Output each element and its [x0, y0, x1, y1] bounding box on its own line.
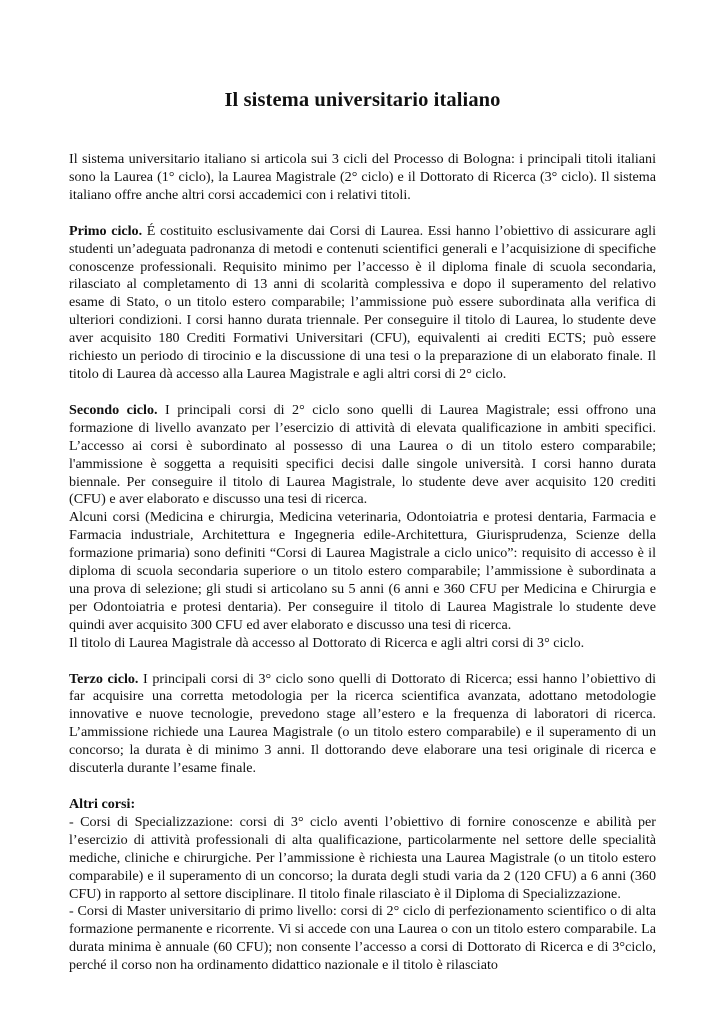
- terzo-ciclo-text: I principali corsi di 3° ciclo sono quelli di Dottorato di Ricerca; essi hanno l’obiettivo di far acquisire una corretta metodologia per la ricerca scientifica avanzata, adottano metodologie innovative e nuove tecnologie, prevedono stage all’estero e la frequenza di laboratori di ricerca. L’ammissione richiede una Laurea Magistrale (o un titolo estero comparabile) e il superamento di un concorso; la durata è di minimo 3 anni. Il dottorando deve elaborare una tesi originale di ricerca e discuterla durante l’esame finale.: [69, 670, 656, 777]
- intro-paragraph: Il sistema universitario italiano si articola sui 3 cicli del Processo di Bologna: i principali titoli italiani sono la Laurea (1° ciclo), la Laurea Magistrale (2° ciclo) e il Dottorato di Ricerca (3° ciclo). Il sistema italiano offre anche altri corsi accademici con i relativi titoli.: [69, 151, 656, 203]
- secondo-ciclo-heading: Secondo ciclo.: [69, 401, 158, 418]
- primo-ciclo-text: É costituito esclusivamente dai Corsi di Laurea. Essi hanno l’obiettivo di assicurare agli studenti un’adeguata padronanza di metodi e contenuti scientifici generali e l’acquisizione di specifiche conoscenze professionali. Requisito minimo per l’accesso è il diploma finale di scuola secondaria, rilasciato al completamento di 13 anni di scolarità complessiva e dopo il superamento del relativo esame di Stato, o un titolo estero comparabile; l’ammissione può essere subordinata alla verifica di ulteriori condizioni. I corsi hanno durata triennale. Per conseguire il titolo di Laurea, lo studente deve aver acquisito 180 Crediti Formativi Universitari (CFU), equivalenti ai crediti ECTS; può essere richiesto un periodo di tirocinio e la discussione di una tesi o la preparazione di un elaborato finale. Il titolo di Laurea dà accesso alla Laurea Magistrale e agli altri corsi di 2° ciclo.: [69, 222, 656, 382]
- terzo-ciclo-paragraph: [69, 671, 656, 778]
- terzo-ciclo-heading: Terzo ciclo.: [69, 670, 139, 687]
- document-page: [69, 86, 656, 975]
- primo-ciclo-paragraph: [69, 223, 656, 384]
- page-title: Il sistema universitario italiano: [224, 89, 501, 111]
- altri-corsi-paragraph: [69, 796, 656, 975]
- primo-ciclo-heading: Primo ciclo.: [69, 222, 143, 239]
- altri-corsi-heading: Altri corsi:: [69, 796, 136, 812]
- secondo-ciclo-unico-paragraph: Alcuni corsi (Medicina e chirurgia, Medicina veterinaria, Odontoiatria e protesi dentaria, Farmacia e Farmacia industriale, Architettura e Ingegneria edile-Architettura, Giurisprudenza, Scienze della formazione primaria) sono definiti “Corsi di Laurea Magistrale a ciclo unico”: requisito di accesso è il diploma di scuola secondaria superiore o un titolo estero comparabile; l’ammissione è subordinata a una prova di selezione; gli studi si articolano su 5 anni (6 anni e 360 CFU per Medicina e Chirurgia e per Odontoiatria e protesi dentaria). Per conseguire il titolo di Laurea Magistrale lo studente deve quindi aver acquisito 300 CFU ed aver elaborato e discusso una tesi di ricerca.: [69, 509, 656, 633]
- specializzazione-item: - Corsi di Specializzazione: corsi di 3° ciclo aventi l’obiettivo di fornire conoscenze e abilità per l’esercizio di attività professionali di alta qualificazione, particolarmente nel settore delle specialità mediche, cliniche e chirurgiche. Per l’ammissione è richiesta una Laurea Magistrale (o un titolo estero comparabile) e il superamento di un concorso; la durata degli studi varia da 2 (120 CFU) a 6 anni (360 CFU) in rapporto al settore disciplinare. Il titolo finale rilasciato è il Diploma di Specializzazione.: [69, 813, 656, 902]
- master-item: - Corsi di Master universitario di primo livello: corsi di 2° ciclo di perfezionamento scientifico o di alta formazione permanente e ricorrente. Vi si accede con una Laurea o con un titolo estero comparabile. La durata minima è annuale (60 CFU); non consente l’accesso a corsi di Dottorato di Ricerca e di 3°ciclo, perché il corso non ha ordinamento didattico nazionale e il titolo è rilasciato: [69, 903, 656, 974]
- secondo-ciclo-accesso-paragraph: Il titolo di Laurea Magistrale dà accesso al Dottorato di Ricerca e agli altri corsi di 3° ciclo.: [69, 634, 585, 651]
- secondo-ciclo-text: I principali corsi di 2° ciclo sono quelli di Laurea Magistrale; essi offrono una formazione di livello avanzato per l’esercizio di attività di elevata qualificazione in ambiti specifici. L’accesso ai corsi è subordinato al possesso di una Laurea o di un titolo estero comparabile; l'ammissione è soggetta a requisiti specifici decisi dalle singole università. I corsi hanno durata biennale. Per conseguire il titolo di Laurea Magistrale, lo studente deve aver acquisito 120 crediti (CFU) e aver elaborato e discusso una tesi di ricerca.: [69, 401, 656, 508]
- secondo-ciclo-paragraph: [69, 402, 656, 509]
